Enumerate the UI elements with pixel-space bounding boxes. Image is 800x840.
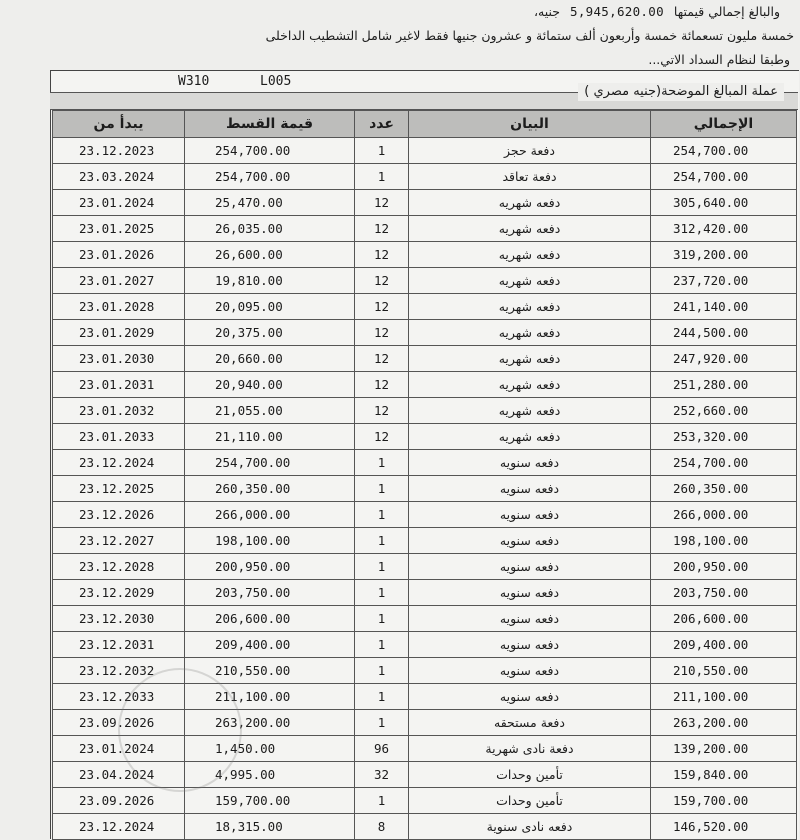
installment-cell: 260,350.00 [185,476,355,502]
installment-cell: 26,035.00 [185,216,355,242]
count-cell: 8 [355,814,409,840]
table-row [53,554,797,580]
total-cell: 254,700.00 [651,164,797,190]
total-cell: 252,660.00 [651,398,797,424]
count-cell: 1 [355,138,409,164]
description-cell: دفعه شهريه [409,372,651,398]
installment-cell: 1,450.00 [185,736,355,762]
count-cell: 12 [355,268,409,294]
installment-cell: 26,600.00 [185,242,355,268]
installment-cell: 159,700.00 [185,788,355,814]
start-date-cell: 23.01.2028 [53,294,185,320]
count-cell: 1 [355,684,409,710]
total-cell: 241,140.00 [651,294,797,320]
count-cell: 12 [355,294,409,320]
table-row [53,580,797,606]
start-date-cell: 23.12.2024 [53,450,185,476]
installment-cell: 266,000.00 [185,502,355,528]
start-date-cell: 23.12.2030 [53,606,185,632]
header-installment: قيمة القسط [185,111,355,138]
header-count: عدد [355,111,409,138]
installment-cell: 206,600.00 [185,606,355,632]
total-cell: 266,000.00 [651,502,797,528]
description-cell: دفعه شهريه [409,398,651,424]
header-total: الإجمالي [651,111,797,138]
total-cell: 253,320.00 [651,424,797,450]
count-cell: 1 [355,606,409,632]
total-cell: 211,100.00 [651,684,797,710]
count-cell: 12 [355,242,409,268]
start-date-cell: 23.12.2023 [53,138,185,164]
description-cell: دفعه شهريه [409,268,651,294]
description-cell: دفعه شهريه [409,190,651,216]
description-cell: دفعه شهريه [409,424,651,450]
description-cell: دفعة تعاقد [409,164,651,190]
count-cell: 12 [355,372,409,398]
installment-cell: 20,940.00 [185,372,355,398]
start-date-cell: 23.12.2029 [53,580,185,606]
faded-stamp [118,668,242,792]
installment-cell: 200,950.00 [185,554,355,580]
total-cell: 200,950.00 [651,554,797,580]
installment-cell: 20,095.00 [185,294,355,320]
count-cell: 32 [355,762,409,788]
description-cell: دفعه سنويه [409,580,651,606]
description-cell: دفعه سنويه [409,554,651,580]
description-cell: تأمين وحدات [409,762,651,788]
count-cell: 1 [355,554,409,580]
table-row [53,814,797,840]
table-row [53,424,797,450]
total-cell: 254,700.00 [651,450,797,476]
table-row [53,606,797,632]
table-row [53,502,797,528]
intro-total-prefix: والبالغ إجمالي قيمتها [673,4,780,19]
total-cell: 312,420.00 [651,216,797,242]
total-cell: 247,920.00 [651,346,797,372]
total-cell: 203,750.00 [651,580,797,606]
start-date-cell: 23.01.2030 [53,346,185,372]
installment-cell: 203,750.00 [185,580,355,606]
installment-cell: 211,100.00 [185,684,355,710]
intro-total-suffix: جنيه، [534,4,561,19]
description-cell: دفعه سنويه [409,502,651,528]
installment-cell: 19,810.00 [185,268,355,294]
total-cell: 237,720.00 [651,268,797,294]
table-row [53,268,797,294]
start-date-cell: 23.01.2027 [53,268,185,294]
total-cell: 305,640.00 [651,190,797,216]
total-cell: 139,200.00 [651,736,797,762]
description-cell: دفعه سنويه [409,684,651,710]
installment-cell: 254,700.00 [185,138,355,164]
installment-cell: 4,995.00 [185,762,355,788]
count-cell: 12 [355,346,409,372]
total-cell: 209,400.00 [651,632,797,658]
description-cell: دفعه سنويه [409,528,651,554]
description-cell: دفعه سنويه [409,632,651,658]
start-date-cell: 23.09.2026 [53,788,185,814]
installment-cell: 198,100.00 [185,528,355,554]
count-cell: 1 [355,710,409,736]
table-row [53,242,797,268]
table-row [53,372,797,398]
description-cell: دفعه شهريه [409,242,651,268]
total-cell: 260,350.00 [651,476,797,502]
start-date-cell: 23.01.2033 [53,424,185,450]
start-date-cell: 23.12.2031 [53,632,185,658]
installment-cell: 210,550.00 [185,658,355,684]
total-cell: 210,550.00 [651,658,797,684]
installment-cell: 21,110.00 [185,424,355,450]
count-cell: 12 [355,320,409,346]
start-date-cell: 23.12.2027 [53,528,185,554]
installment-cell: 254,700.00 [185,450,355,476]
table-row [53,632,797,658]
description-cell: دفعه شهريه [409,346,651,372]
count-cell: 12 [355,190,409,216]
table-row [53,528,797,554]
start-date-cell: 23.12.2024 [53,814,185,840]
description-cell: تأمين وحدات [409,788,651,814]
count-cell: 1 [355,528,409,554]
intro-line-words: خمسة مليون تسعمائة خمسة وأربعون ألف ستمائة و عشرون جنيها فقط لاغير شامل التشطيب الداخلى [265,28,794,43]
start-date-cell: 23.01.2024 [53,736,185,762]
count-cell: 1 [355,632,409,658]
intro-text [0,0,800,78]
total-cell: 159,700.00 [651,788,797,814]
count-cell: 1 [355,788,409,814]
currency-note: عملة المبالغ الموضحة(جنيه مصري ) [578,83,784,101]
total-cell: 263,200.00 [651,710,797,736]
description-cell: دفعه شهريه [409,320,651,346]
table-row [53,294,797,320]
total-cell: 319,200.00 [651,242,797,268]
description-cell: دفعه شهريه [409,294,651,320]
total-cell: 251,280.00 [651,372,797,398]
description-cell: دفعه شهريه [409,216,651,242]
header-start-date: يبدأ من [53,111,185,138]
table-row [53,346,797,372]
start-date-cell: 23.01.2032 [53,398,185,424]
start-date-cell: 23.09.2026 [53,710,185,736]
installment-cell: 21,055.00 [185,398,355,424]
count-cell: 1 [355,164,409,190]
intro-total-amount: 5,945,620.00 [570,4,664,19]
count-cell: 12 [355,398,409,424]
description-cell: دفعه نادى سنوية [409,814,651,840]
currency-band [50,84,798,110]
table-row [53,216,797,242]
description-cell: دفعه سنويه [409,606,651,632]
table-row [53,398,797,424]
start-date-cell: 23.12.2026 [53,502,185,528]
count-cell: 12 [355,216,409,242]
start-date-cell: 23.12.2033 [53,684,185,710]
start-date-cell: 23.01.2024 [53,190,185,216]
count-cell: 12 [355,424,409,450]
start-date-cell: 23.01.2025 [53,216,185,242]
start-date-cell: 23.01.2031 [53,372,185,398]
table-row [53,476,797,502]
header-description: البيان [409,111,651,138]
count-cell: 1 [355,476,409,502]
start-date-cell: 23.01.2026 [53,242,185,268]
count-cell: 1 [355,450,409,476]
description-cell: دفعه سنويه [409,658,651,684]
table-row [53,450,797,476]
start-date-cell: 23.12.2032 [53,658,185,684]
installment-cell: 209,400.00 [185,632,355,658]
description-cell: دفعة حجز [409,138,651,164]
start-date-cell: 23.12.2025 [53,476,185,502]
installment-cell: 254,700.00 [185,164,355,190]
start-date-cell: 23.01.2029 [53,320,185,346]
description-cell: دفعة نادى شهرية [409,736,651,762]
description-cell: دفعة مستحقه [409,710,651,736]
table-row [53,164,797,190]
unit-code-building: W310 [178,74,210,89]
table-row [53,788,797,814]
installment-cell: 20,375.00 [185,320,355,346]
total-cell: 159,840.00 [651,762,797,788]
total-cell: 198,100.00 [651,528,797,554]
intro-line-total [534,4,780,19]
table-row [53,320,797,346]
table-row [53,138,797,164]
installment-cell: 18,315.00 [185,814,355,840]
start-date-cell: 23.12.2028 [53,554,185,580]
count-cell: 1 [355,502,409,528]
count-cell: 1 [355,658,409,684]
start-date-cell: 23.04.2024 [53,762,185,788]
count-cell: 96 [355,736,409,762]
total-cell: 146,520.00 [651,814,797,840]
total-cell: 254,700.00 [651,138,797,164]
installment-cell: 25,470.00 [185,190,355,216]
description-cell: دفعه سنويه [409,450,651,476]
total-cell: 244,500.00 [651,320,797,346]
intro-line-plan: وطبقا لنظام السداد الاتي... [648,52,790,67]
description-cell: دفعه سنويه [409,476,651,502]
total-cell: 206,600.00 [651,606,797,632]
table-row [53,190,797,216]
unit-code-unit: L005 [260,74,292,89]
table-header-row [53,111,797,138]
installment-cell: 20,660.00 [185,346,355,372]
start-date-cell: 23.03.2024 [53,164,185,190]
installment-cell: 263,200.00 [185,710,355,736]
count-cell: 1 [355,580,409,606]
